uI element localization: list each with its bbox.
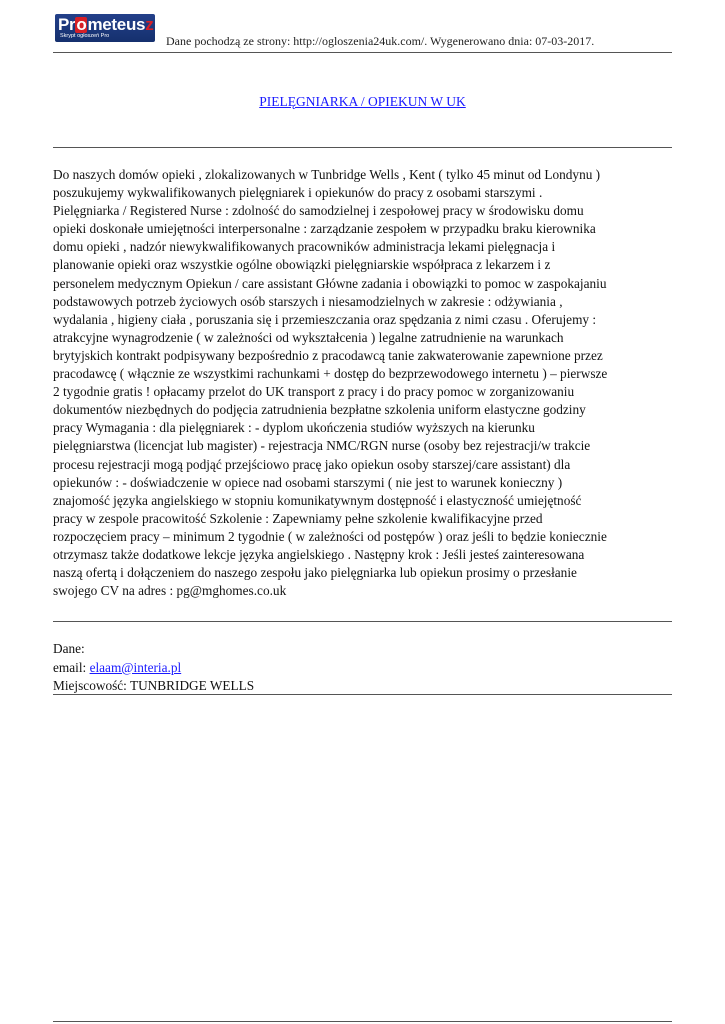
header-divider <box>53 52 672 53</box>
contact-section <box>53 640 254 696</box>
contact-heading: Dane: <box>53 641 85 656</box>
source-info: Dane pochodzą ze strony: http://ogloszenia24uk.com/. Wygenerowano dnia: 07-03-2017. <box>166 34 595 48</box>
email-row <box>53 659 254 678</box>
ad-body: Do naszych domów opieki , zlokalizowanych w Tunbridge Wells , Kent ( tylko 45 minut od Londynu ) poszukujemy wykwalifikowanych pielęgniarek i opiekunów do pracy z osobami starszymi . Pielęgniarka / Registered Nurse : zdolność do samodzielnej i zespołowej pracy w środowisku domu opieki doskonałe umiejętności interpersonalne : zarządzanie zespołem w przypadku braku kierownika domu opieki , nadzór niewykwalifikowanych pracowników administracja lekami pielęgnacja i planowanie opieki oraz wszystkie ogólne obowiązki pielęgniarskie współpraca z lekarzem i z personelem medycznym Opiekun / care assistant Główne zadania i obowiązki to pomoc w zaspokajaniu podstawowych potrzeb życiowych osób starszych i niesamodzielnych w zakresie : odżywiania , wydalania , higieny ciała , poruszania się i przemieszczania oraz spędzania z nimi czasu . Oferujemy : atrakcyjne wynagrodzenie ( w zależności od wykształcenia ) legalne zatrudnienie na warunkach brytyjskich kontrakt podpisywany bezpośrednio z pracodawcą tanie zakwaterowanie zapewnione przez pracodawcę ( włącznie ze wszystkimi rachunkami + dostęp do bezprzewodowego internetu ) – pierwsze 2 tygodnie gratis ! opłacamy przelot do UK transport z pracy i do pracy pomoc w zorganizowaniu dokumentów niezbędnych do podjęcia zatrudnienia bezpłatne szkolenia uniform elastyczne godziny pracy Wymagania : dla pielęgniarek : - dyplom ukończenia studiów wyższych na kierunku pielęgniarstwa (licencjat lub magister) - rejestracja NMC/RGN nurse (osoby bez rejestracji/w trakcie procesu rejestracji mogą podjąć przejściowo pracę jako opiekun osoby starszej/care assistant) dla opiekunów : - doświadczenie w opiece nad osobami starszymi ( nie jest to warunek konieczny ) znajomość języka angielskiego w stopniu komunikatywnym dostępność i elastyczność umiejętność pracy w zespole pracowitość Szkolenie : Zapewniamy pełne szkolenie kwalifikacyjne przed rozpoczęciem pracy – minimum 2 tygodnie ( w zależności od postępów ) oraz jeśli to będzie koniecznie otrzymasz także dodatkowe lekcje języka angielskiego . Następny krok : Jeśli jesteś zainteresowana naszą ofertą i dołączeniem do naszego zespołu jako pielęgniarka lub opiekun prosimy o przesłanie swojego CV na adres : pg@mghomes.co.uk <box>53 167 608 599</box>
prometeusz-logo <box>55 14 155 42</box>
contact-divider <box>53 694 672 695</box>
logo-subtitle: Skrypt ogłoszeń Pro <box>60 33 110 39</box>
location-row <box>53 677 254 696</box>
email-label: email: <box>53 659 90 675</box>
title-divider <box>53 147 672 148</box>
location-value: TUNBRIDGE WELLS <box>129 678 255 693</box>
logo-wordmark: Prometeusz <box>58 15 154 34</box>
footer-divider <box>53 1021 672 1022</box>
body-divider <box>53 621 672 622</box>
email-link[interactable]: elaam@interia.pl <box>89 659 182 675</box>
ad-title[interactable]: PIELĘGNIARKA / OPIEKUN W UK <box>259 94 466 109</box>
location-label: Miejscowość: <box>53 678 130 693</box>
